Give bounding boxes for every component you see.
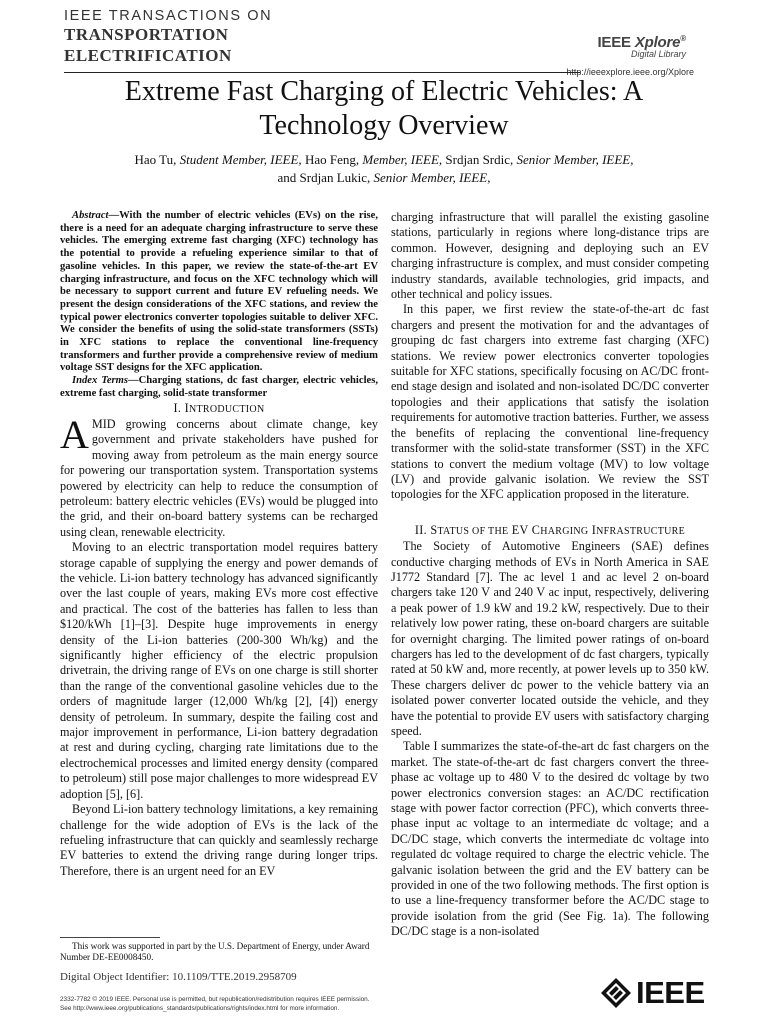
journal-header [64, 8, 272, 66]
xplore-registered: ® [680, 34, 686, 43]
ieee-xplore-logo [597, 34, 686, 59]
intro-p1-text: MID growing concerns about climate change, key government and private stakeholders have pushed for moving away from petroleum as the main energy source for powering our transportation system. Transportation systems powered by electricity can help to reduce the consumption of petroleum: battery electric vehicles (EVs) would be plugged into the grid, and their on-board battery systems can be recharged using clean, renewable electricity. [60, 416, 378, 539]
funding-footnote: This work was supported in part by the U.S. Department of Energy, under Award Number DE-EE0008450. [60, 941, 370, 962]
index-terms [60, 375, 378, 400]
section2-c: C [531, 522, 541, 537]
section-initial: I [184, 400, 189, 415]
author-2-role: Member, IEEE, [362, 152, 443, 167]
section-rest: NTRODUCTION [188, 403, 265, 415]
journal-line1: IEEE TRANSACTIONS ON [64, 8, 273, 24]
copyright-notice [60, 995, 580, 1013]
right-column [391, 210, 709, 940]
copyright-line2[interactable]: See http://www.ieee.org/publications_standards/publications/rights/index.html for more information. [60, 1005, 340, 1012]
author-4: and Srdjan Lukic, [277, 170, 371, 185]
doi[interactable]: Digital Object Identifier: 10.1109/TTE.2019.2958709 [60, 971, 297, 983]
intro-paragraph-3: Beyond Li-ion battery technology limitations, a key remaining challenge for the wide adoption of EVs is the lack of the refueling infrastructure that can quickly and seamlessly recharge EV batteries to extend the driving range during longer trips. Therefore, there is an urgent need for an EV [60, 802, 378, 878]
section2-c-rest: HARGING [540, 525, 589, 537]
section2-i-rest: NFRASTRUCTURE [596, 525, 686, 537]
author-3-role: Senior Member, IEEE, [516, 152, 634, 167]
section2-s: S [430, 522, 438, 537]
section2-i: I [591, 522, 597, 537]
author-2: Hao Feng, [304, 152, 360, 167]
author-list [64, 151, 704, 187]
paper-title: Extreme Fast Charging of Electric Vehicles: A Technology Overview [124, 76, 644, 141]
right-paragraph-2: In this paper, we first review the state-of-the-art dc fast chargers and present the motivation for and the advantages of grouping dc fast chargers into extreme fast charging (XFC) stations. We review power electronics converter topologies suitable for XFC stations, specifically focusing on AC/DC front-end stage design and isolated and non-isolated DC/DC converter topologies and their applications that satisfy the isolation requirements for automotive traction batteries. Further, we assess the benefits of replacing the conventional line-frequency transformer with the solid-state transformer (SST) in the XFC stations to convert the medium voltage (MV) to low voltage (LV) and provide galvanic isolation. We review the SST topologies for the XFC application proposed in the literature. [391, 302, 709, 502]
index-terms-text: —Charging stations, dc fast charger, electric vehicles, extreme fast charging, solid-state transformer [60, 375, 378, 399]
xplore-italic: Xplore [634, 34, 681, 51]
author-4-role: Senior Member, IEEE, [373, 170, 491, 185]
intro-paragraph-1 [60, 411, 378, 540]
section-heading-introduction [60, 401, 378, 417]
abstract-text: —With the number of electric vehicles (EVs) on the rise, there is a need for an adequate charging infrastructure to serve these vehicles. The emerging extreme fast charging (XFC) technology has the potential to provide a refueling experience similar to that of gasoline vehicles. In this paper, we review the state-of-the-art EV charging infrastructure, and focus on the XFC technology which will be necessary to support current and future EV refueling needs. We present the design considerations of the XFC stations, and review the typical power electronics converter topologies suitable to deliver XFC. We consider the benefits of using the solid-state transformers (SSTs) in XFC stations to replace the conventional line-frequency transformers and further provide a comprehensive review of medium voltage SST designs for the XFC application. [60, 210, 378, 374]
author-1: Hao Tu, [134, 152, 177, 167]
left-column [60, 210, 378, 879]
section-heading-status [391, 523, 709, 539]
section2-numeral: II. [414, 522, 427, 537]
author-3: Srdjan Srdic, [445, 152, 514, 167]
xplore-url[interactable]: http://ieeexplore.ieee.org/Xplore [566, 67, 694, 77]
index-terms-lead: Index Terms [72, 375, 129, 387]
footnote-rule [60, 937, 160, 938]
section-numeral: I. [173, 400, 182, 415]
intro-paragraph-2: Moving to an electric transportation model requires battery storage capable of supplying the energy and power demands of the vehicle. Li-ion battery technology has advanced significantly over the last couple of years, making EVs more cost effective and practical. The cost of the batteries has fallen to less than $120/kWh [1]–[3]. Despite huge improvements in energy density of the Li-ion batteries (200-300 Wh/kg) and the significantly higher efficiency of the electric propulsion drivetrain, the driving range of EVs on one charge is still shorter than the range of the conventional gasoline vehicles due to the orders of magnitude larger (12,000 Wh/kg [2], [4]) energy density of petroleum. In summary, despite the failing cost and major improvement in performance, Li-ion battery degradation at rest and during cycling, charging rate limitations due to the electrochemical processes and limited energy density (compared to petroleum) still pose major challenges to more widespread EV adoption [5], [6]. [60, 540, 378, 801]
section2-ev: EV [511, 522, 529, 537]
section2-s-rest: TATUS OF THE [437, 525, 509, 537]
journal-line2: TRANSPORTATION [64, 25, 229, 44]
ieee-wordmark: IEEE [636, 975, 705, 1010]
ieee-logo [600, 975, 705, 1011]
journal-line3: ELECTRIFICATION [64, 46, 232, 65]
right-paragraph-3: The Society of Automotive Engineers (SAE) defines conductive charging methods of EVs in North America in SAE J1772 Standard [7]. The ac level 1 and ac level 2 on-board chargers take 120 V and 240 V ac input, respectively, delivering a peak power of 1.9 kW and 19.2 kW, respectively. Due to their relatively low power rating, these on-board chargers are suitable for overnight charging. The limited power ratings of on-board chargers has led to the development of dc fast chargers, typically rated at 50 kW and, more recently, at power levels up to 350 kW. These chargers deliver dc power to the vehicle battery via an isolated power converter located outside the vehicle, and they have the potential to provide EV users with satisfactory charging speed. [391, 539, 709, 738]
author-1-role: Student Member, IEEE, [179, 152, 302, 167]
xplore-subtitle: Digital Library [630, 49, 686, 59]
right-paragraph-1: charging infrastructure that will parallel the existing gasoline stations, particularly in regions where long-distance trips are common. However, designing and deploying such an EV charging infrastructure is complex, and must consider competing industry standards, available technologies, grid impacts, and other technical and policy issues. [391, 210, 709, 302]
header-rule [64, 72, 580, 73]
copyright-line1: 2332-7782 © 2019 IEEE. Personal use is permitted, but republication/redistribution requires IEEE permission. [60, 996, 370, 1003]
abstract-lead: Abstract [72, 210, 109, 221]
xplore-ieee: IEEE [597, 34, 631, 51]
abstract [60, 210, 378, 375]
drop-cap: A [60, 411, 89, 457]
right-paragraph-4: Table I summarizes the state-of-the-art dc fast chargers on the market. The state-of-the-art dc fast chargers convert the three-phase ac voltage up to 480 V to the desired dc voltage by two power electronics conversion stages: an AC/DC rectification stage with power factor correction (PFC), which converts three-phase input ac voltage to an intermediate dc voltage; and a DC/DC stage, which converts the intermediate dc voltage into regulated dc voltage required to charge the electric vehicle. The galvanic isolation between the grid and the EV battery can be provided in one of the two following methods. The first option is to use a line-frequency transformer before the AC/DC stage to provide isolation from the grid (See Fig. 1a). The following DC/DC stage is a non-isolated [391, 739, 709, 939]
ieee-diamond-icon [600, 977, 632, 1009]
